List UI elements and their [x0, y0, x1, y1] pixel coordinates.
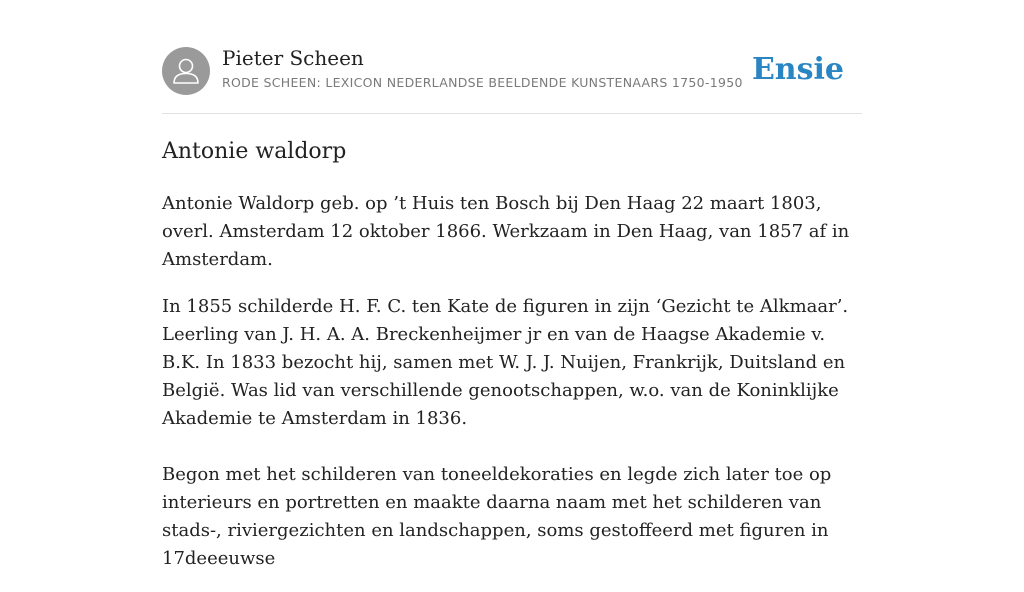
article-header	[162, 46, 862, 96]
author-avatar[interactable]	[162, 47, 210, 95]
header-divider	[162, 113, 862, 114]
article-paragraph: In 1855 schilderde H. F. C. ten Kate de figuren in zijn ‘Gezicht te Alkmaar’. Leerling van J. H. A. A. Breckenheijmer jr en van de Haagse Akademie v. B.K. In 1833 bezocht hij, samen met W. J. J. Nuijen, Frankrijk, Duitsland en België. Was lid van verschillende genootschappen, w.o. van de Koninklijke Akademie te Amsterdam in 1836.	[162, 296, 849, 429]
article-paragraph: Begon met het schilderen van toneeldekoraties en legde zich later toe op interieurs en portretten en maakte daarna naam met het schilderen van stads-, riviergezichten en landschappen, soms gestoffeerd met figuren in 17deeeuwse	[162, 464, 832, 569]
article-title: Antonie waldorp	[162, 139, 347, 164]
author-name[interactable]: Pieter Scheen	[222, 46, 364, 70]
article-paragraph: Antonie Waldorp geb. op ’t Huis ten Bosch bij Den Haag 22 maart 1803, overl. Amsterdam 12 oktober 1866. Werkzaam in Den Haag, van 1857 af in Amsterdam.	[162, 193, 850, 270]
article-body	[162, 190, 862, 592]
source-title[interactable]: RODE SCHEEN: LEXICON NEDERLANDSE BEELDENDE KUNSTENAARS 1750-1950	[222, 75, 743, 90]
user-silhouette-icon	[162, 47, 210, 95]
ensie-logo[interactable]: Ensie	[751, 52, 844, 87]
